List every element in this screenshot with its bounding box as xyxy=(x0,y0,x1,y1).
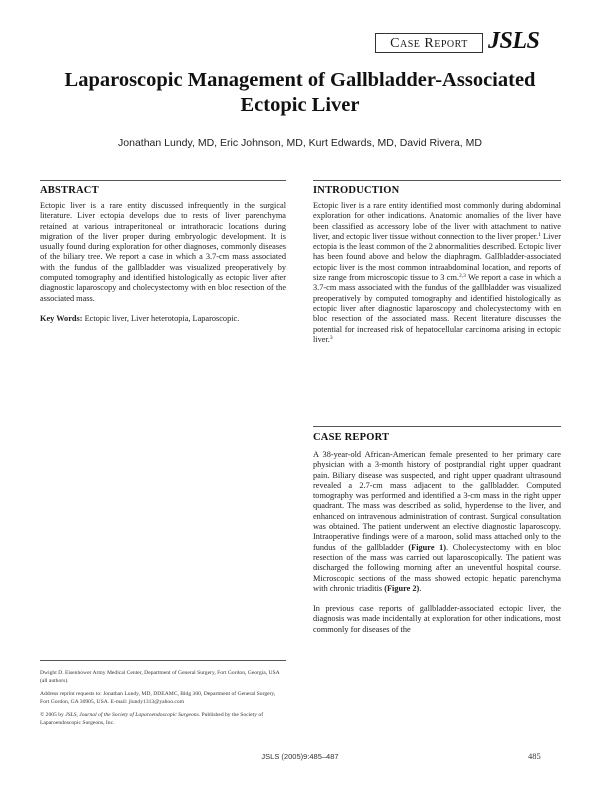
affiliation-copyright: © 2005 by JSLS, Journal of the Society of Laparoendoscopic Surgeons. Published by the Society of Laparoendoscopic Surgeons, Inc. xyxy=(40,712,264,726)
abstract-section xyxy=(40,201,286,324)
journal-logo: JSLS xyxy=(488,28,540,54)
keywords-text: Ectopic liver, Liver heterotopia, Laparoscopic. xyxy=(84,313,240,323)
abstract-body: Ectopic liver is a rare entity discussed infrequently in the surgical literature. Liver ectopia develops due to rests of liver parenchyma retained at various intraperitoneal or intrathoracic locations during migration of the liver proper during embryologic development. It is usually found during exploration for other diagnoses, commonly diseases of the biliary tree. We report a case in which a 3.7-cm mass associated with the fundus of the gallbladder was visualized preoperatively by computed tomography and identified histologically as ectopic liver after diagnostic laparoscopy and cholecystectomy with en bloc resection of the associated mass. xyxy=(40,201,286,303)
reference-marker: 3 xyxy=(329,334,333,341)
keywords-paragraph xyxy=(40,314,286,324)
introduction-paragraph: Ectopic liver is a rare entity identified most commonly during abdominal exploration for other indications. Anatomic anomalies of the liver have been classified as accessory lobe of the liver with attachment to native liver, and ectopic liver tissue without connection to the liver proper.$^1$ Liver ectopia is the least common of the 2 abnormalities described. Ectopic liver has been found above and below the diaphragm. Gallbladder-associated ectopic liver is the most common intraabdominal location, and reports of size range from microscopic tissue to 3 cm.$^{2,3}$ We report a case in which a 3.7-cm mass associated with the fundus of the gallbladder was visualized preoperatively by computed tomography and identified histologically as ectopic liver after diagnostic laparoscopy and cholecystectomy with en bloc resection of the associated mass. Recent literature discusses the potential for increased risk of hepatocellular carcinoma arising in ectopic liver.$^3$ xyxy=(313,201,562,344)
abstract-top-rule xyxy=(40,180,286,181)
article-title: Laparoscopic Management of Gallbladder-Associated Ectopic Liver xyxy=(64,69,536,116)
author-list: Jonathan Lundy, MD, Eric Johnson, MD, Kurt Edwards, MD, David Rivera, MD xyxy=(118,137,482,149)
affiliation-rule xyxy=(40,660,286,661)
affiliations xyxy=(40,669,286,732)
reference-marker: 2,3 xyxy=(458,273,466,280)
keywords-label: Key Words: xyxy=(40,313,83,323)
case-report-paragraph: A 38-year-old African-American female presented to her primary care physician with a 3-month history of postprandial right upper quadrant pain. Biliary disease was suspected, and right upper quadrant ultrasound revealed a 2.7-cm mass adjacent to the gallbladder. Computed tomography was performed and identified a 3-cm mass in the right upper quadrant. The mass was described as solid, hyperdense to the liver, and enhanced on intravenous administration of contrast. Surgical consultation was obtained. The patient underwent an elective diagnostic laparoscopy. Intraoperative findings were of a maroon, solid mass attached only to the fundus of the gallbladder (Figure 1). Cholecystectomy with en bloc resection of the mass was carried out laparoscopically. The patient was discharged the following morning after an uneventful hospital course. Microscopic sections of the mass showed ectopic hepatic parenchyma with chronic triaditis (Figure 2). xyxy=(313,450,562,593)
case-report-label: Case Report xyxy=(390,36,468,51)
introduction-top-rule xyxy=(313,180,561,181)
case-report-paragraph-2: In previous case reports of gallbladder-associated ectopic liver, the diagnosis was made incidentally at exploration for other indications, most commonly for diseases of the xyxy=(313,604,561,634)
affiliation-institution: Dwight D. Eisenhower Army Medical Center, Department of General Surgery, Fort Gordon, Georgia, USA (all authors). xyxy=(40,670,280,684)
footer-citation: JSLS (2005)9:485–487 xyxy=(261,752,339,761)
journal-full-name: JSLS, Journal of the Society of Laparoendoscopic Surgeons xyxy=(65,712,199,718)
abstract-heading: ABSTRACT xyxy=(40,185,99,196)
case-report-section xyxy=(313,450,561,635)
introduction-section xyxy=(313,201,561,345)
introduction-heading: INTRODUCTION xyxy=(313,185,400,196)
figure-2-reference: (Figure 2) xyxy=(384,583,420,593)
affiliation-reprint-address: Address reprint requests to: Jonathan Lundy, MD, DDEAMC, Bldg 300, Department of General Surgery, Fort Gordon, GA 30905, USA. E-mail: jlundy1313@yahoo.com xyxy=(40,691,276,705)
figure-1-reference: (Figure 1) xyxy=(408,542,447,552)
case-report-heading: CASE REPORT xyxy=(313,432,390,443)
reference-marker: 1 xyxy=(538,231,541,238)
case-report-badge xyxy=(375,33,483,53)
case-report-top-rule xyxy=(313,426,561,427)
page-number: 485 xyxy=(528,751,541,761)
